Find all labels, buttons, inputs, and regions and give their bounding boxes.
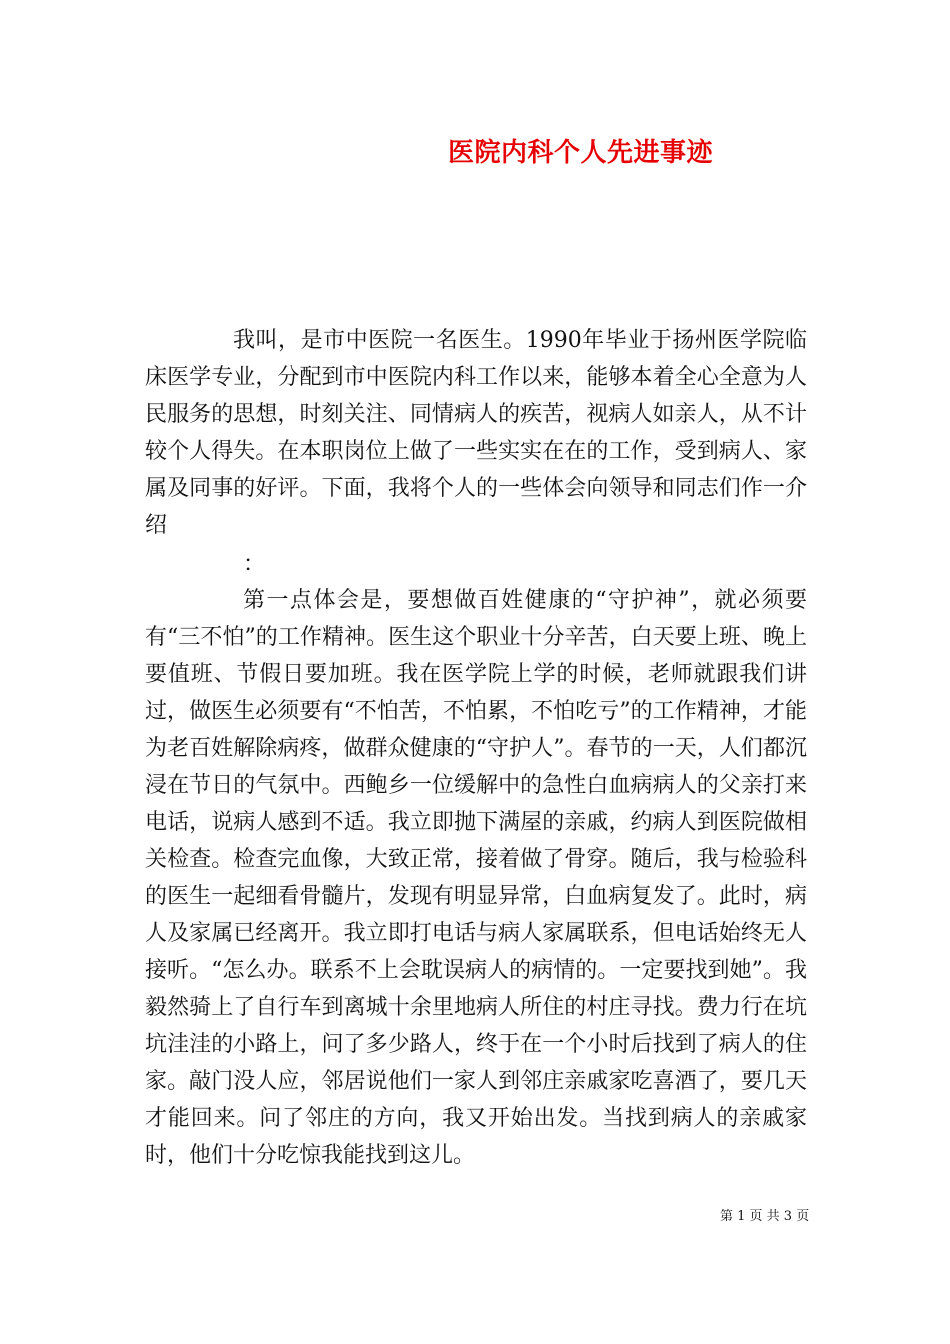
intro-colon: ：: [243, 552, 266, 577]
paragraph-2: 第一点体会是，要想做百姓健康的“守护神”，就必须要有“三不怕”的工作精神。医生这个职业十分辛苦，白天要上班、晚上要值班、节假日要加班。我在医学院上学的时候，老师就跟我们讲过，做医生必须要有“不怕苦，不怕累，不怕吃亏”的工作精神，才能为老百姓解除病疼，做群众健康的“守护人”。春节的一天，人们都沉浸在节日的气氛中。西鲍乡一位缓解中的急性白血病病人的父亲打来电话，说病人感到不适。我立即抛下满屋的亲戚，约病人到医院做相关检查。检查完血像，大致正常，接着做了骨穿。随后，我与检验科的医生一起细看骨髓片，发现有明显异常，白血病复发了。此时，病人及家属已经离开。我立即打电话与病人家属联系，但电话始终无人接听。“怎么办。联系不上会耽误病人的病情的。一定要找到她”。我毅然骑上了自行车到离城十余里地病人所住的村庄寻找。费力行在坑坑洼洼的小路上，问了多少路人，终于在一个小时后找到了病人的住家。敲门没人应，邻居说他们一家人到邻庄亲戚家吃喜酒了，要几天才能回来。问了邻庄的方向，我又开始出发。当找到病人的亲戚家时，他们十分吃惊我能找到这儿。: [145, 588, 807, 1168]
document-title: 医院内科个人先进事迹: [448, 138, 714, 168]
paragraph-1: 我叫，是市中医院一名医生。1990年毕业于扬州医学院临床医学专业，分配到市中医院内科工作以来，能够本着全心全意为人民服务的思想，时刻关注、同情病人的疾苦，视病人如亲人，从不计较个人得失。在本职岗位上做了一些实实在在的工作，受到病人、家属及同事的好评。下面，我将个人的一些体会向领导和同志们作一介绍: [145, 328, 807, 538]
paragraph-1-block: [145, 322, 807, 544]
page-number-footer: 第 1 页 共 3 页: [720, 1209, 810, 1224]
paragraph-2-block: [145, 582, 807, 1174]
